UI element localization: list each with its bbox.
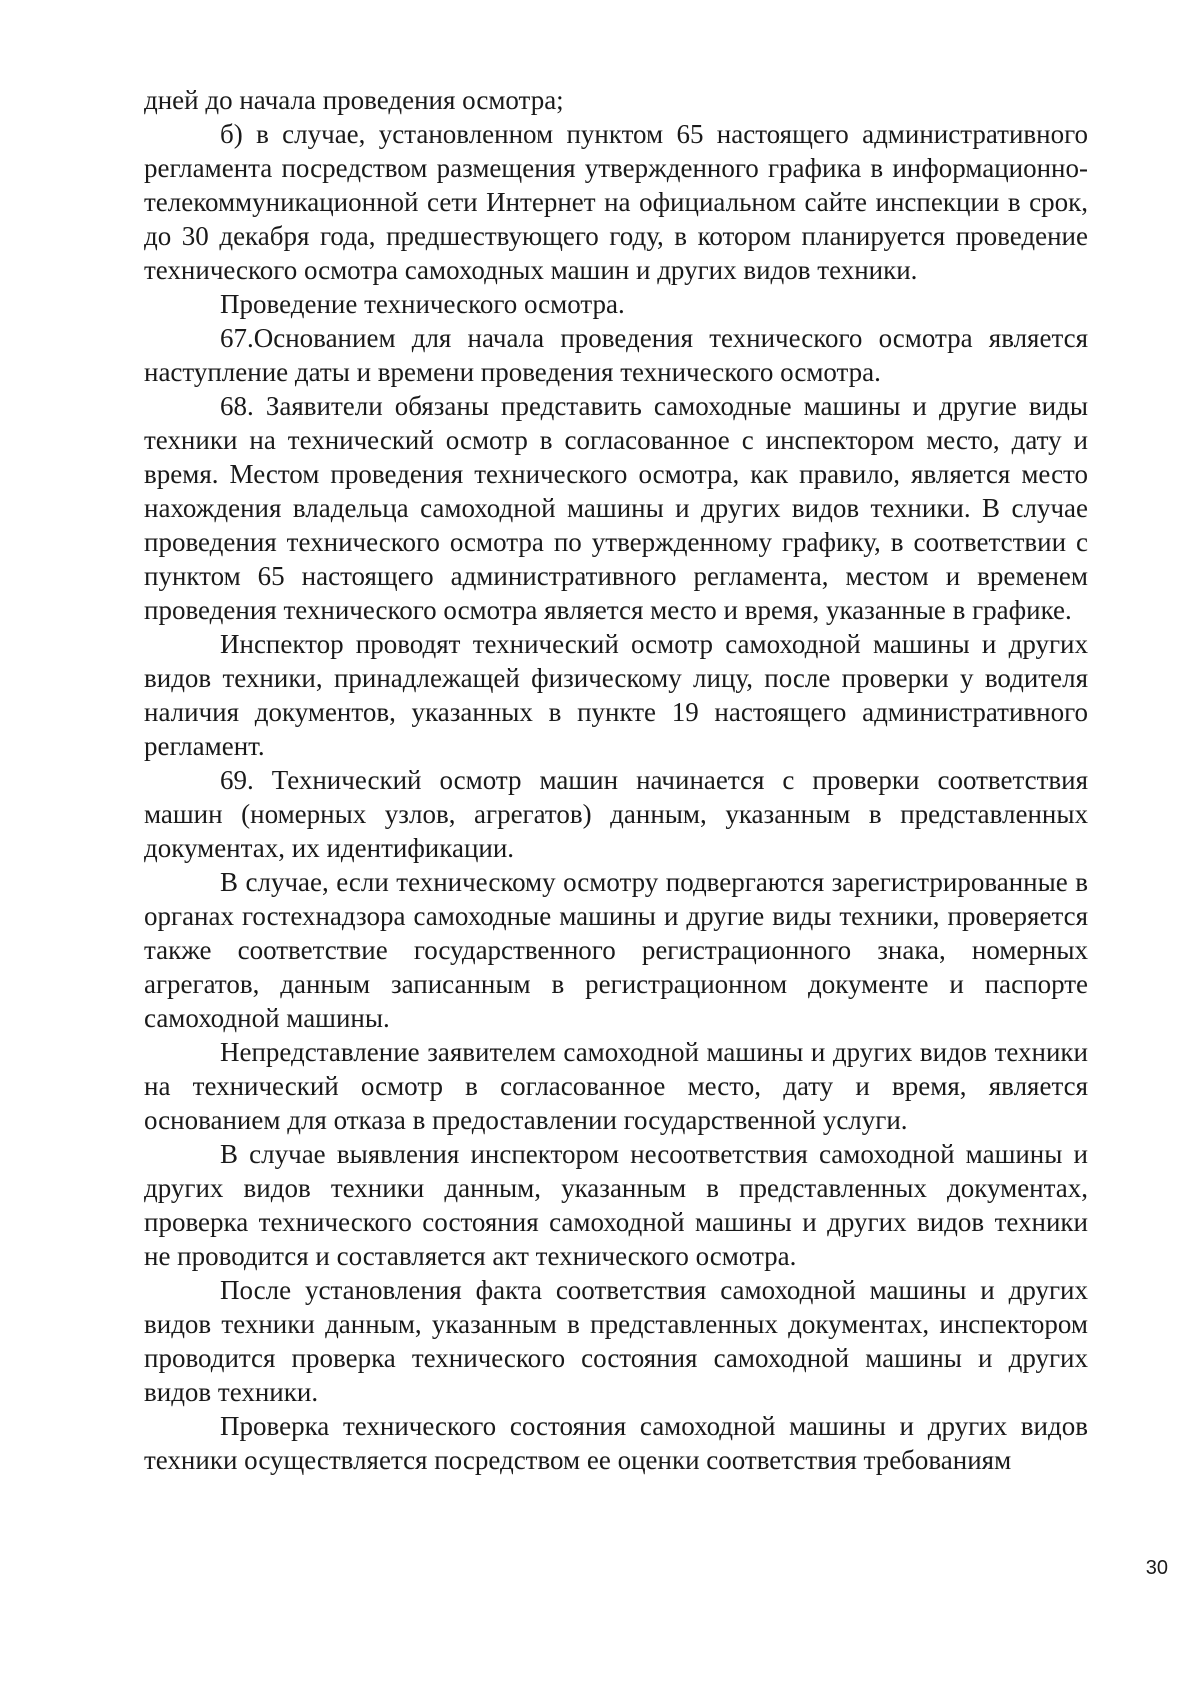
paragraph-continuation: дней до начала проведения осмотра; xyxy=(144,85,564,115)
paragraph-67: 67.Основанием для начала проведения технического осмотра является наступление даты и времени проведения технического осмотра. xyxy=(144,323,1088,387)
paragraph-68: 68. Заявители обязаны представить самоходные машины и другие виды техники на технический осмотр в согласованное с инспектором место, дату и время. Местом проведения технического осмотра, как правило, является место нахождения владельца самоходной машины и других видов техники. В случае проведения технического осмотра по утвержденному графику, в соответствии с пунктом 65 настоящего административного регламента, местом и временем проведения технического осмотра является место и время, указанные в графике. xyxy=(144,391,1088,625)
paragraph-non-presentation: Непредставление заявителем самоходной машины и других видов техники на технический осмотр в согласованное место, дату и время, является основанием для отказа в предоставлении государственной услуги. xyxy=(144,1037,1088,1135)
paragraph-technical-check: Проверка технического состояния самоходной машины и других видов техники осуществляется посредством ее оценки соответствия требованиям xyxy=(144,1411,1088,1475)
section-heading-inspection: Проведение технического осмотра. xyxy=(220,289,625,319)
paragraph-after-verification: После установления факта соответствия самоходной машины и других видов техники данным, указанным в представленных документах, инспектором проводится проверка технического состояния самоходной машины и других видов техники. xyxy=(144,1275,1088,1407)
paragraph-item-b: б) в случае, установленном пунктом 65 настоящего административного регламента посредством размещения утвержденного графика в информационно-телекоммуникационной сети Интернет на официальном сайте инспекции в срок, до 30 декабря года, предшествующего году, в котором планируется проведение технического осмотра самоходных машин и других видов техники. xyxy=(144,119,1088,285)
document-body xyxy=(144,83,1088,1477)
paragraph-registered-machines: В случае, если техническому осмотру подвергаются зарегистрированные в органах гостехнадзора самоходные машины и другие виды техники, проверяется также соответствие государственного регистрационного знака, номерных агрегатов, данным записанным в регистрационном документе и паспорте самоходной машины. xyxy=(144,867,1088,1033)
paragraph-inspector: Инспектор проводят технический осмотр самоходной машины и других видов техники, принадлежащей физическому лицу, после проверки у водителя наличия документов, указанных в пункте 19 настоящего административного регламент. xyxy=(144,629,1088,761)
paragraph-mismatch: В случае выявления инспектором несоответствия самоходной машины и других видов техники данным, указанным в представленных документах, проверка технического состояния самоходной машины и других видов техники не проводится и составляется акт технического осмотра. xyxy=(144,1139,1088,1271)
page-number: 30 xyxy=(1145,1557,1168,1579)
paragraph-69: 69. Технический осмотр машин начинается с проверки соответствия машин (номерных узлов, агрегатов) данным, указанным в представленных документах, их идентификации. xyxy=(144,765,1088,863)
